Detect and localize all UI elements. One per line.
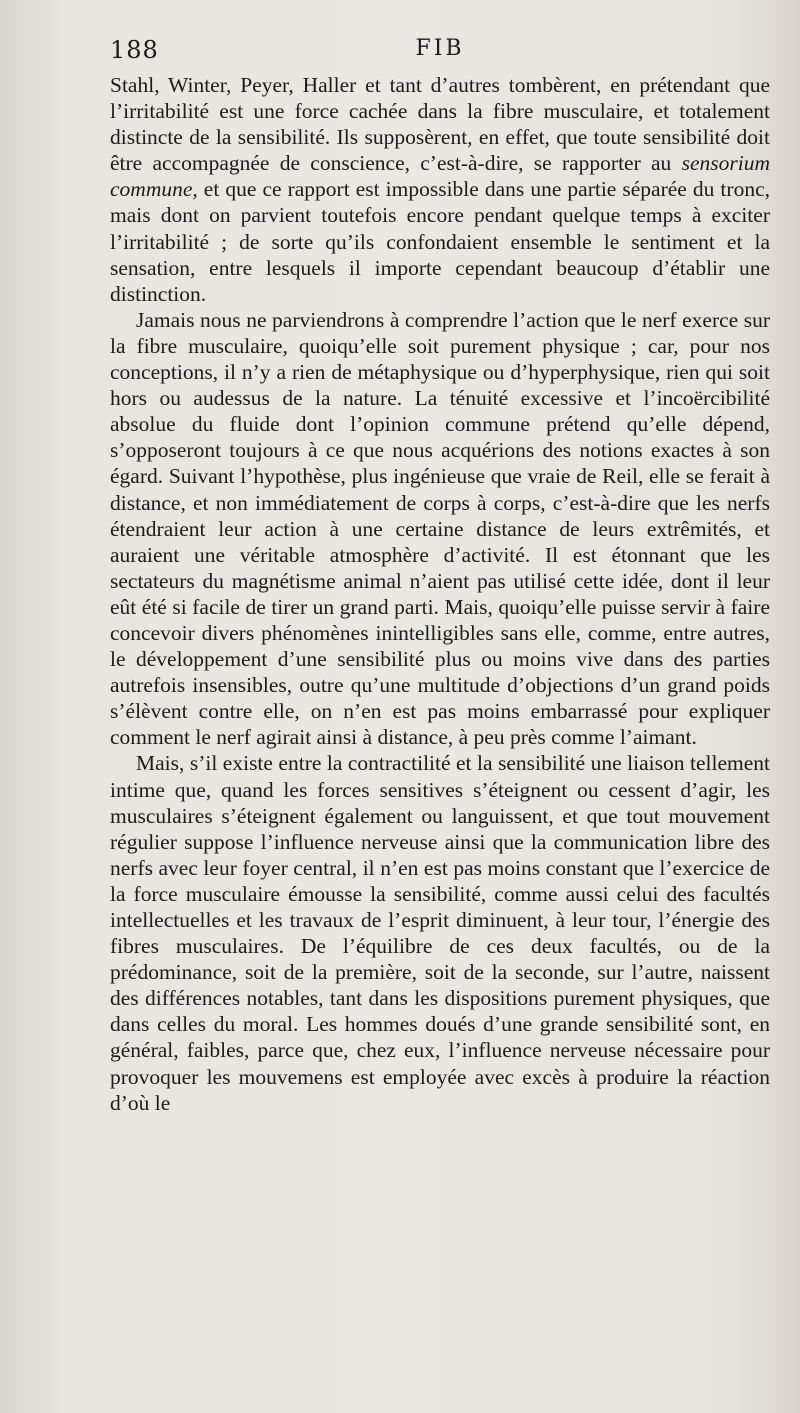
running-head: FIB: [415, 36, 465, 61]
paragraph-3-text: Mais, s’il existe entre la contractilité et la sensibilité une liaison tellement intime que, quand les forces sensitives s’éteignent ou cessent d’agir, les musculaires s’éteignent également ou languissent, et que tout mouvement régulier suppose l’influence nerveuse ainsi que la communication libre des nerfs avec leur foyer central, il n’en est pas moins constant que l’exercice de la force musculaire émousse la sensibilité, comme aussi celui des facultés intellectuelles et les travaux de l’esprit diminuent, à leur tour, l’énergie des fibres musculaires. De l’équilibre de ces deux facultés, ou de la prédominance, soit de la première, soit de la seconde, sur l’autre, naissent des différences notables, tant dans les dispositions purement physiques, que dans celles du moral. Les hommes doués d’une grande sensibilité sont, en général, faibles, parce que, chez eux, l’influence nerveuse nécessaire pour provoquer les mouvemens est employée avec excès à produire la réaction d’où le: [110, 751, 770, 1115]
paragraph-2-text: Jamais nous ne parviendrons à comprendre l’action que le nerf exerce sur la fibre musculaire, quoiqu’elle soit purement physique ; car, pour nos conceptions, il n’y a rien de métaphysique ou d’hyperphysique, rien qui soit hors ou audessus de la nature. La ténuité excessive et l’incoërcibilité absolue du fluide dont l’opinion commune prétend qu’elle dépend, s’opposeront toujours à ce que nous acquérions des notions exactes à son égard. Suivant l’hypothèse, plus ingénieuse que vraie de Reil, elle se ferait à distance, et non immédiatement de corps à corps, c’est-à-dire que les nerfs étendraient leur action à une certaine distance de leurs extrêmités, et auraient une véritable atmosphère d’activité. Il est étonnant que les sectateurs du magnétisme animal n’aient pas utilisé cette idée, dont il leur eût été si facile de tirer un grand parti. Mais, quoiqu’elle puisse servir à faire concevoir divers phénomènes inintelligibles sans elle, comme, entre autres, le développement d’une sensibilité plus ou moins vive dans des parties autrefois insensibles, outre qu’une multitude d’objections d’un grand poids s’élèvent contre elle, on n’en est pas moins embarrassé pour expliquer comment le nerf agirait ainsi à distance, à peu près comme l’aimant.: [110, 307, 770, 750]
paragraph-1-text-b: et que ce rapport est impossible dans une partie séparée du tronc, mais dont on parvient toutefois encore pendant quelque temps à exciter l’irritabilité ; de sorte qu’ils confondaient ensemble le sentiment et la sensation, entre lesquels il importe cependant beaucoup d’établir une distinction.: [110, 177, 770, 306]
paragraph-1: [110, 72, 770, 307]
paragraph-1-text-a: Stahl, Winter, Peyer, Haller et tant d’autres tombèrent, en prétendant que l’irritabilité est une force cachée dans la fibre musculaire, et totalement distincte de la sensibilité. Ils supposèrent, en effet, que toute sensibilité doit être accompagnée de conscience, c’est-à-dire, se rapporter au: [110, 73, 770, 176]
paragraph-3: [110, 750, 770, 1115]
body-text: [110, 72, 770, 1116]
page-header: [110, 36, 770, 66]
latin-term: sensorium commune,: [110, 151, 770, 202]
page-number: 188: [110, 36, 159, 64]
paragraph-2: [110, 307, 770, 751]
